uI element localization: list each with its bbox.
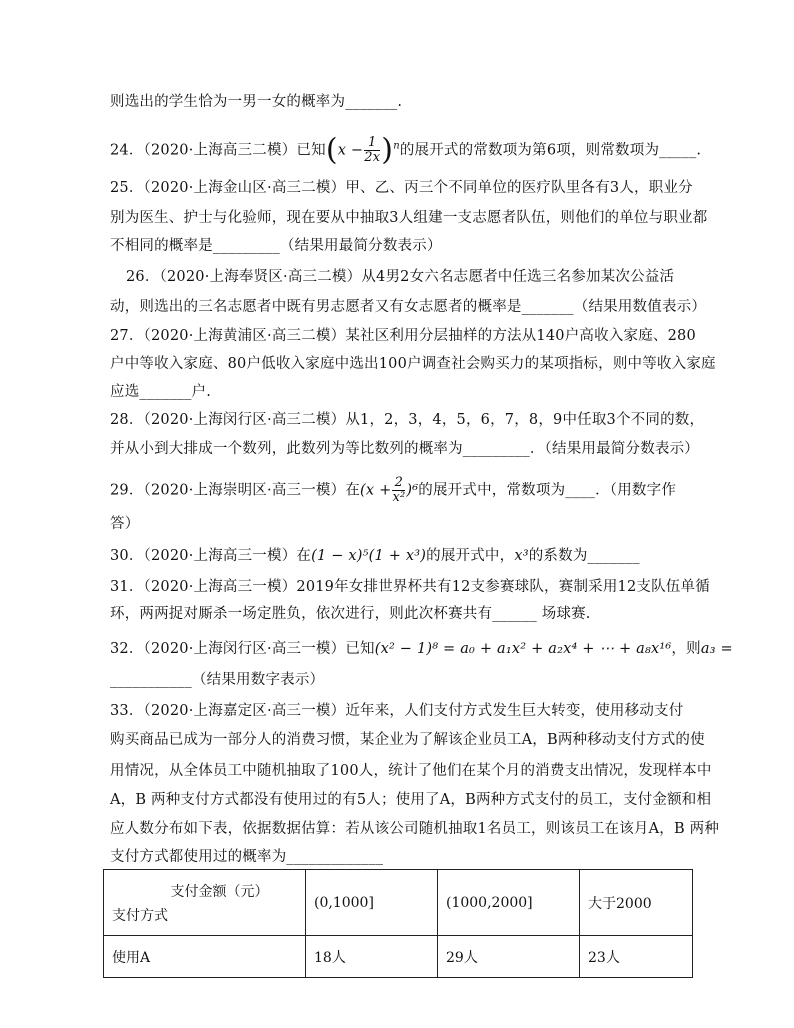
- question-25-line-3: 不相同的概率是_________（结果用最简分数表示）: [110, 238, 442, 254]
- question-26-line-2: 动，则选出的三名志愿者中既有男志愿者又有女志愿者的概率是_______（结果用数值表示）: [110, 299, 707, 315]
- header-amount-label: 支付金额（元）: [170, 883, 269, 900]
- q24-expr: x −: [337, 142, 364, 159]
- table-header-cell: (1000,2000]: [438, 870, 580, 936]
- q30-mid: 的展开式中，: [426, 548, 515, 564]
- question-29-tail: 的展开式中，常数项为____．（用数字作: [418, 482, 677, 499]
- q24-fraction: [364, 136, 380, 165]
- table-header-row: [104, 870, 693, 936]
- question-33-line-1: 33．（2020·上海嘉定区·高三一模）近年来，人们支付方式发生巨大转变，使用移动支付: [110, 703, 684, 719]
- q29-fraction: [392, 476, 405, 505]
- table-row-label: 使用A: [104, 936, 306, 978]
- paren-right: ): [381, 132, 394, 168]
- question-33-line-2: 购买商品已成为一部分人的消费习惯，某企业为了解该企业员工A，B两种移动支付方式的使: [110, 732, 705, 748]
- q29-expr-close: )⁶: [406, 482, 419, 499]
- question-31-line-2: 环，两两捉对厮杀一场定胜负，依次进行，则此次杯赛共有______ 场球赛.: [110, 606, 591, 622]
- question-32-line-2: ___________（结果用数字表示）: [110, 672, 325, 688]
- question-29: [110, 476, 676, 505]
- question-33-line-5: 应人数分布如下表，依据数据估算：若从该公司随机抽取1名员工，则该员工在该月A，B 两种: [110, 821, 720, 837]
- question-31-line-1: 31．（2020·上海高三一模）2019年女排世界杯共有12支参赛球队，赛制采用12支队伍单循: [110, 579, 710, 595]
- q32-ask: a₃ =: [700, 641, 733, 657]
- table-header-cell: (0,1000]: [306, 870, 438, 936]
- q24-exponent: n: [393, 140, 400, 152]
- question-32: [110, 639, 733, 659]
- paren-left: (: [325, 132, 338, 168]
- q24-numerator: 1: [364, 136, 380, 151]
- q29-denominator: x²: [392, 490, 406, 505]
- question-30: [110, 546, 640, 566]
- question-24: [110, 132, 702, 168]
- question-26-line-1: 26．（2020·上海奉贤区·高三二模）从4男2女六名志愿者中任选三名参加某次公益活: [126, 269, 675, 285]
- question-24-tail: 的展开式的常数项为第6项，则常数项为_____.: [399, 142, 702, 159]
- header-method-label: 支付方式: [112, 907, 168, 924]
- payment-table: [103, 869, 693, 978]
- question-30-tail: 的系数为_______: [528, 548, 640, 564]
- q32-expr: (x² − 1)⁸ = a₀ + a₁x² + a₂x⁴ + ⋯ + a₈x¹⁶: [374, 641, 672, 657]
- q32-comma: ，则: [671, 641, 701, 657]
- table-cell: 23人: [580, 936, 693, 978]
- q29-numerator: 2: [392, 476, 405, 491]
- question-28-line-1: 28．（2020·上海闵行区·高三二模）从1，2，3，4，5，6，7，8，9中任取3个不同的数，: [110, 412, 705, 428]
- question-27-line-2: 户中等收入家庭、80户低收入家庭中选出100户调查社会购买力的某项指标，则中等收入家庭: [110, 356, 716, 372]
- question-25-line-2: 别为医生、护士与化验师，现在要从中抽取3人组建一支志愿者队伍，则他们的单位与职业都: [110, 210, 708, 226]
- question-33-line-3: 用情况，从全体员工中随机抽取了100人，统计了他们在某个月的消费支出情况，发现样本中: [110, 763, 712, 779]
- question-30-text: 30．（2020·上海高三一模）在: [110, 548, 312, 564]
- q24-denominator: 2x: [364, 150, 381, 165]
- table-cell: 18人: [306, 936, 438, 978]
- table-header-cell: 大于2000: [580, 870, 693, 936]
- question-27-line-1: 27．（2020·上海黄浦区·高三二模）某社区利用分层抽样的方法从140户高收入家庭、280: [110, 328, 696, 344]
- question-25-line-1: 25．（2020·上海金山区·高三二模）甲、乙、丙三个不同单位的医疗队里各有3人，职业分: [110, 180, 693, 196]
- question-28-line-2: 并从小到大排成一个数列，此数列为等比数列的概率为_________．（结果用最简分数表示）: [110, 441, 699, 457]
- question-33-line-6: 支付方式都使用过的概率为_____________: [110, 849, 384, 865]
- q30-var: x³: [514, 548, 529, 564]
- question-29-text: 29．（2020·上海崇明区·高三一模）在: [110, 482, 361, 499]
- question-29-line-2: 答）: [110, 516, 140, 532]
- q29-expr: (x +: [360, 482, 392, 499]
- table-row: [104, 936, 693, 978]
- question-27-line-3: 应选_______户.: [110, 384, 212, 400]
- table-cell: 29人: [438, 936, 580, 978]
- text-line: 则选出的学生恰为一男一女的概率为_______.: [110, 94, 403, 110]
- question-33-line-4: A，B 两种支付方式都没有使用过的有5人；使用了A，B两种方式支付的员工，支付金额和相: [110, 792, 712, 808]
- question-24-text: 24．（2020·上海高三二模）已知: [110, 142, 326, 159]
- table-header-corner: [104, 870, 306, 936]
- q30-expr: (1 − x)⁵(1 + x³): [311, 548, 427, 564]
- question-32-text: 32．（2020·上海闵行区·高三一模）已知: [110, 641, 375, 657]
